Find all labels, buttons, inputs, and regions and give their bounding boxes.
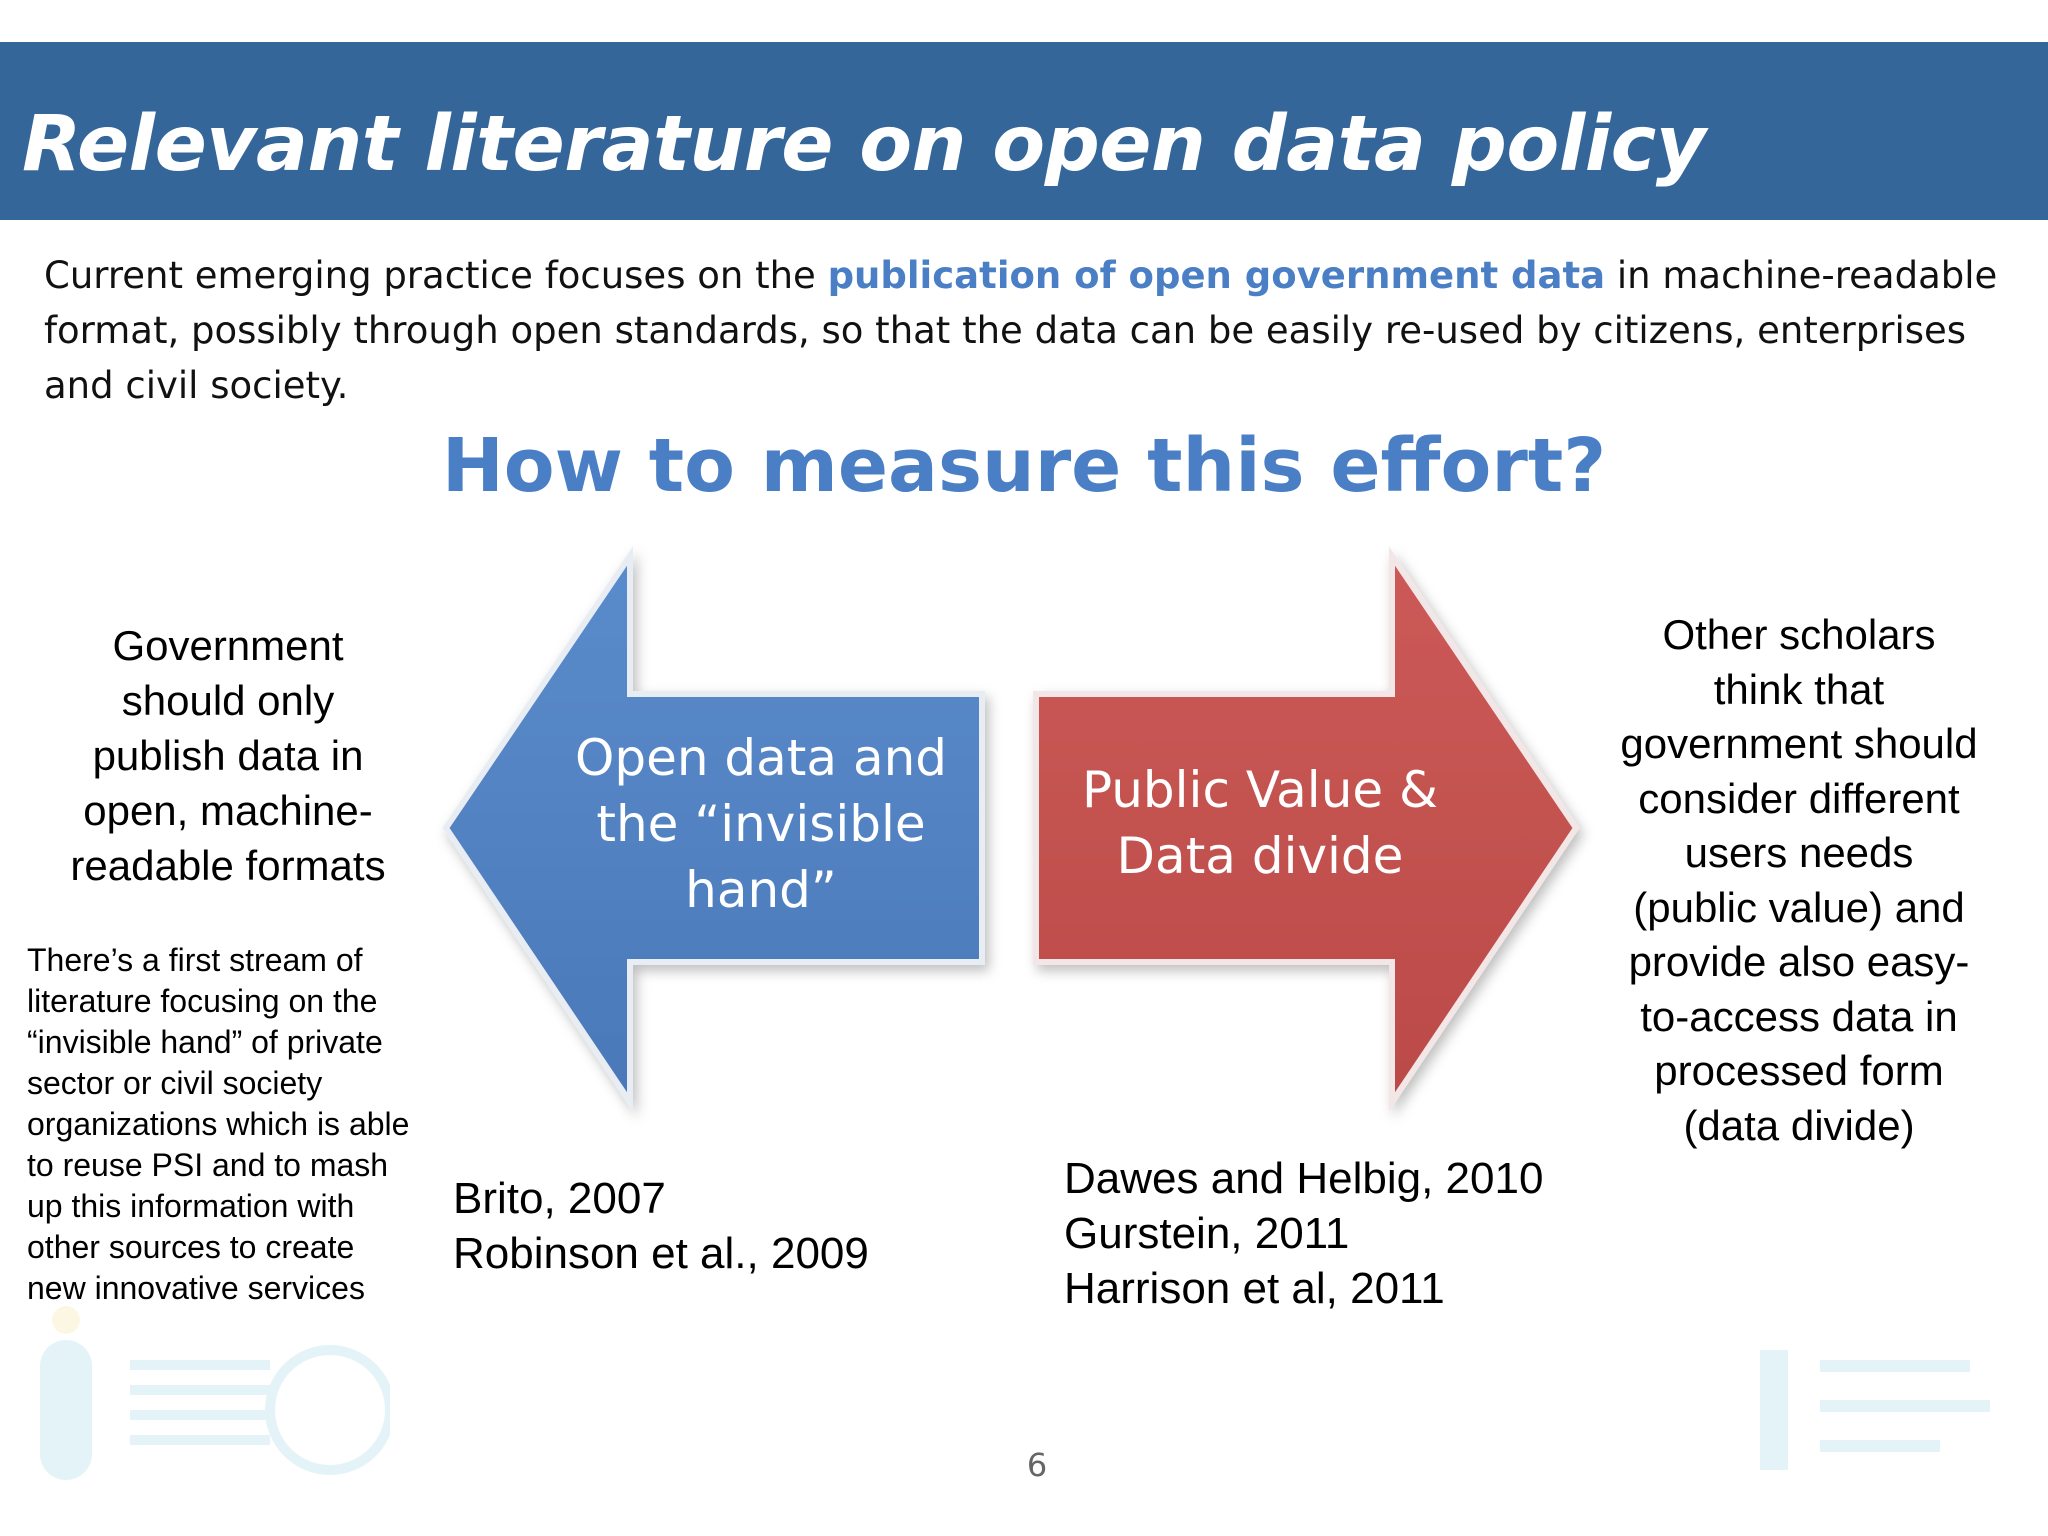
left-detail xyxy=(27,940,447,1309)
right-heading-line: think that xyxy=(1713,665,1885,713)
left-heading-line: open, machine- xyxy=(83,787,373,834)
left-detail-line: new innovative services xyxy=(27,1270,365,1306)
left-arrow-label xyxy=(556,725,966,923)
left-detail-line: other sources to create xyxy=(27,1229,355,1265)
reference-item: Brito, 2007 xyxy=(453,1174,666,1223)
page-number: 6 xyxy=(1026,1446,1048,1484)
right-arrow-line: Data divide xyxy=(1116,827,1404,885)
reference-item: Gurstein, 2011 xyxy=(1064,1209,1350,1258)
left-detail-line: There’s a first stream of xyxy=(27,942,363,978)
left-heading-line: readable formats xyxy=(70,842,386,889)
left-detail-line: to reuse PSI and to mash xyxy=(27,1147,389,1183)
left-heading-line: publish data in xyxy=(92,732,364,779)
left-detail-line: “invisible hand” of private xyxy=(27,1024,383,1060)
intro-text-before: Current emerging practice focuses on the xyxy=(44,254,828,297)
right-heading-line: processed form xyxy=(1654,1047,1944,1094)
faded-logo-right-icon xyxy=(1750,1340,2010,1480)
left-references xyxy=(453,1171,869,1281)
left-heading-line: should only xyxy=(121,677,335,724)
left-heading-line: Government xyxy=(112,622,344,669)
left-heading xyxy=(28,618,428,893)
reference-item: Harrison et al, 2011 xyxy=(1064,1264,1445,1313)
left-detail-line: organizations which is able xyxy=(27,1106,410,1142)
reference-item: Dawes and Helbig, 2010 xyxy=(1064,1154,1544,1203)
right-arrow-label xyxy=(1060,757,1460,889)
right-heading-line: users needs xyxy=(1684,829,1914,876)
right-heading-line: to-access data in xyxy=(1640,992,1958,1040)
right-references xyxy=(1064,1151,1543,1316)
intro-text-after: in machine-readable format, possibly through open standards, so that the data can be easily re-used by citizens, enterprises and civil society. xyxy=(44,254,1998,407)
left-detail-line: sector or civil society xyxy=(27,1065,323,1101)
right-heading-line: provide also easy- xyxy=(1628,938,1970,985)
left-detail-line: up this information with xyxy=(27,1188,355,1224)
intro-highlight: publication of open government data xyxy=(827,254,1606,297)
right-arrow-line: Public Value & xyxy=(1081,761,1439,819)
left-arrow-line: hand” xyxy=(685,861,837,919)
right-heading-line: Other scholars xyxy=(1662,611,1936,658)
reference-item: Robinson et al., 2009 xyxy=(453,1229,869,1278)
left-arrow-line: Open data and xyxy=(574,729,948,787)
right-heading-line: consider different xyxy=(1638,774,1960,822)
question-heading: How to measure this effort? xyxy=(441,423,1607,509)
right-heading-line: (data divide) xyxy=(1683,1101,1915,1149)
slide-title: Relevant literature on open data policy xyxy=(22,100,1706,189)
left-arrow-line: the “invisible xyxy=(596,795,926,853)
faded-logo-left-icon xyxy=(30,1300,390,1490)
right-heading xyxy=(1593,608,2005,1153)
left-detail-line: literature focusing on the xyxy=(27,983,378,1019)
right-heading-line: government should xyxy=(1620,720,1978,767)
right-heading-line: (public value) and xyxy=(1633,883,1965,931)
